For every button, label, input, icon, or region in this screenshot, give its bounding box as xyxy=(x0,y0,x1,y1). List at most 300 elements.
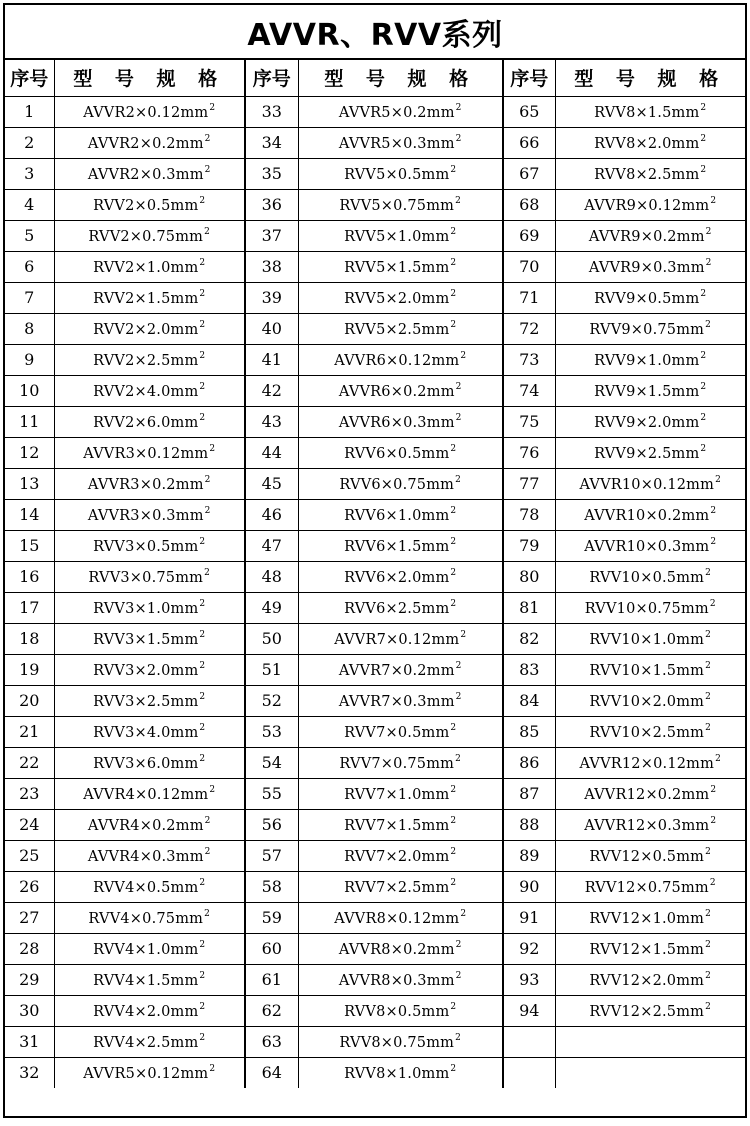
item-number: 89 xyxy=(503,840,555,871)
item-spec xyxy=(298,995,503,1026)
item-spec xyxy=(298,840,503,871)
unit-exponent: 2 xyxy=(209,443,216,454)
spec-text: RVV9×1.0 xyxy=(594,352,672,369)
unit-label: mm xyxy=(671,104,700,121)
table-row xyxy=(5,158,745,189)
unit-exponent: 2 xyxy=(455,474,462,485)
empty-cell xyxy=(503,1026,555,1057)
item-spec xyxy=(54,592,245,623)
item-number: 87 xyxy=(503,778,555,809)
unit-exponent: 2 xyxy=(209,1063,216,1074)
table-row xyxy=(5,127,745,158)
spec-text: RVV6×0.75 xyxy=(339,476,427,493)
item-number: 85 xyxy=(503,716,555,747)
spec-text: RVV7×0.75 xyxy=(339,755,427,772)
unit-exponent: 2 xyxy=(705,567,712,578)
item-spec xyxy=(555,685,745,716)
unit-label: mm xyxy=(426,197,455,214)
table-row xyxy=(5,189,745,220)
item-number: 90 xyxy=(503,871,555,902)
unit-label: mm xyxy=(421,786,450,803)
unit-label: mm xyxy=(170,290,199,307)
item-number: 23 xyxy=(5,778,54,809)
item-number: 29 xyxy=(5,964,54,995)
item-number: 26 xyxy=(5,871,54,902)
table-row xyxy=(5,995,745,1026)
unit-label: mm xyxy=(676,848,705,865)
item-spec xyxy=(555,871,745,902)
item-spec xyxy=(298,96,503,127)
item-number: 80 xyxy=(503,561,555,592)
item-number: 82 xyxy=(503,623,555,654)
item-number: 55 xyxy=(245,778,298,809)
unit-label: mm xyxy=(170,538,199,555)
spec-text: RVV9×0.5 xyxy=(594,290,672,307)
unit-label: mm xyxy=(426,662,455,679)
item-number: 46 xyxy=(245,499,298,530)
spec-text: AVVR9×0.2 xyxy=(588,228,677,245)
unit-exponent: 2 xyxy=(204,567,211,578)
unit-label: mm xyxy=(421,848,450,865)
item-number: 19 xyxy=(5,654,54,685)
unit-exponent: 2 xyxy=(450,722,457,733)
item-number: 13 xyxy=(5,468,54,499)
spec-text: RVV3×0.75 xyxy=(88,569,176,586)
item-number: 44 xyxy=(245,437,298,468)
header-spec: 型 号 规 格 xyxy=(298,60,503,96)
unit-exponent: 2 xyxy=(705,226,712,237)
item-spec xyxy=(54,809,245,840)
unit-label: mm xyxy=(170,941,199,958)
unit-label: mm xyxy=(676,972,705,989)
table-row xyxy=(5,933,745,964)
item-number: 51 xyxy=(245,654,298,685)
spec-text: RVV7×1.5 xyxy=(344,817,422,834)
item-number: 86 xyxy=(503,747,555,778)
unit-exponent: 2 xyxy=(199,939,206,950)
item-number: 4 xyxy=(5,189,54,220)
unit-label: mm xyxy=(170,259,199,276)
item-spec xyxy=(555,964,745,995)
spec-text: AVVR12×0.12 xyxy=(579,755,687,772)
unit-exponent: 2 xyxy=(455,195,462,206)
item-number: 18 xyxy=(5,623,54,654)
spec-text: RVV9×2.0 xyxy=(594,414,672,431)
unit-exponent: 2 xyxy=(710,784,717,795)
unit-label: mm xyxy=(170,321,199,338)
spec-text: RVV4×0.5 xyxy=(93,879,171,896)
item-spec xyxy=(555,716,745,747)
spec-text: AVVR6×0.3 xyxy=(338,414,427,431)
spec-text: RVV5×2.0 xyxy=(344,290,422,307)
spec-text: RVV4×0.75 xyxy=(88,910,176,927)
unit-label: mm xyxy=(175,476,204,493)
unit-label: mm xyxy=(421,879,450,896)
table-row xyxy=(5,840,745,871)
table-row xyxy=(5,530,745,561)
spec-text: RVV6×0.5 xyxy=(344,445,422,462)
spec-text: RVV5×0.5 xyxy=(344,166,422,183)
unit-exponent: 2 xyxy=(204,908,211,919)
item-number: 2 xyxy=(5,127,54,158)
item-number: 43 xyxy=(245,406,298,437)
item-number: 37 xyxy=(245,220,298,251)
unit-label: mm xyxy=(676,724,705,741)
item-number: 41 xyxy=(245,344,298,375)
item-spec xyxy=(54,530,245,561)
unit-exponent: 2 xyxy=(199,629,206,640)
spec-text: RVV4×1.5 xyxy=(93,972,171,989)
unit-label: mm xyxy=(671,383,700,400)
spec-text: RVV3×4.0 xyxy=(93,724,171,741)
item-spec xyxy=(298,716,503,747)
unit-label: mm xyxy=(676,941,705,958)
item-number: 45 xyxy=(245,468,298,499)
item-spec xyxy=(298,747,503,778)
item-spec xyxy=(54,127,245,158)
item-number: 66 xyxy=(503,127,555,158)
table-row xyxy=(5,654,745,685)
item-number: 11 xyxy=(5,406,54,437)
unit-exponent: 2 xyxy=(199,753,206,764)
item-spec xyxy=(555,561,745,592)
item-number: 8 xyxy=(5,313,54,344)
spec-text: RVV5×2.5 xyxy=(344,321,422,338)
item-spec xyxy=(298,592,503,623)
spec-text: AVVR3×0.2 xyxy=(87,476,176,493)
spec-text: AVVR2×0.2 xyxy=(87,135,176,152)
spec-text: RVV8×0.75 xyxy=(339,1034,427,1051)
item-spec xyxy=(298,654,503,685)
table-row xyxy=(5,344,745,375)
item-number: 61 xyxy=(245,964,298,995)
unit-exponent: 2 xyxy=(700,381,707,392)
unit-exponent: 2 xyxy=(705,939,712,950)
spec-table xyxy=(5,60,745,1088)
unit-label: mm xyxy=(421,445,450,462)
spec-text: AVVR5×0.12 xyxy=(83,1065,181,1082)
unit-exponent: 2 xyxy=(455,102,462,113)
spec-text: RVV2×2.0 xyxy=(93,321,171,338)
unit-exponent: 2 xyxy=(460,350,467,361)
spec-text: AVVR12×0.3 xyxy=(584,817,682,834)
spec-text: RVV3×1.5 xyxy=(93,631,171,648)
item-spec xyxy=(555,282,745,313)
spec-text: AVVR8×0.12 xyxy=(334,910,432,927)
unit-label: mm xyxy=(681,197,710,214)
table-row xyxy=(5,406,745,437)
item-spec xyxy=(555,437,745,468)
spec-text: RVV3×2.5 xyxy=(93,693,171,710)
unit-exponent: 2 xyxy=(450,226,457,237)
spec-text: RVV12×2.5 xyxy=(589,1003,677,1020)
unit-label: mm xyxy=(170,972,199,989)
item-number: 5 xyxy=(5,220,54,251)
item-number: 64 xyxy=(245,1057,298,1088)
item-number: 10 xyxy=(5,375,54,406)
table-row xyxy=(5,96,745,127)
unit-exponent: 2 xyxy=(705,1001,712,1012)
table-body xyxy=(5,96,745,1088)
item-spec xyxy=(54,158,245,189)
item-spec xyxy=(54,933,245,964)
spec-text: RVV10×1.5 xyxy=(589,662,677,679)
unit-label: mm xyxy=(175,228,204,245)
spec-text: AVVR10×0.12 xyxy=(579,476,687,493)
spec-text: AVVR10×0.2 xyxy=(584,507,682,524)
item-spec xyxy=(298,313,503,344)
table-row xyxy=(5,716,745,747)
table-row xyxy=(5,499,745,530)
item-spec xyxy=(298,189,503,220)
unit-exponent: 2 xyxy=(705,970,712,981)
unit-exponent: 2 xyxy=(700,288,707,299)
unit-exponent: 2 xyxy=(450,815,457,826)
table-row xyxy=(5,809,745,840)
spec-text: RVV6×1.0 xyxy=(344,507,422,524)
unit-label: mm xyxy=(170,693,199,710)
spec-text: RVV3×0.5 xyxy=(93,538,171,555)
unit-label: mm xyxy=(676,228,705,245)
item-spec xyxy=(555,375,745,406)
unit-exponent: 2 xyxy=(450,257,457,268)
item-number: 77 xyxy=(503,468,555,499)
table-row xyxy=(5,623,745,654)
item-number: 81 xyxy=(503,592,555,623)
spec-text: RVV3×6.0 xyxy=(93,755,171,772)
unit-label: mm xyxy=(170,197,199,214)
unit-exponent: 2 xyxy=(199,970,206,981)
table-row xyxy=(5,1057,745,1088)
spec-text: RVV7×2.0 xyxy=(344,848,422,865)
spec-text: RVV12×0.5 xyxy=(589,848,677,865)
item-spec xyxy=(54,995,245,1026)
spec-text: RVV2×4.0 xyxy=(93,383,171,400)
header-row xyxy=(5,60,745,96)
item-spec xyxy=(54,747,245,778)
unit-label: mm xyxy=(421,259,450,276)
item-number: 73 xyxy=(503,344,555,375)
table-row xyxy=(5,282,745,313)
spec-text: RVV6×2.0 xyxy=(344,569,422,586)
unit-label: mm xyxy=(180,1065,209,1082)
item-spec xyxy=(555,654,745,685)
unit-exponent: 2 xyxy=(450,536,457,547)
unit-label: mm xyxy=(175,166,204,183)
spec-text: AVVR3×0.3 xyxy=(87,507,176,524)
unit-exponent: 2 xyxy=(199,381,206,392)
unit-label: mm xyxy=(671,290,700,307)
header-no: 序号 xyxy=(503,60,555,96)
table-row xyxy=(5,375,745,406)
unit-label: mm xyxy=(686,755,715,772)
item-spec xyxy=(298,158,503,189)
unit-exponent: 2 xyxy=(715,474,722,485)
unit-exponent: 2 xyxy=(450,877,457,888)
unit-label: mm xyxy=(426,755,455,772)
item-number: 22 xyxy=(5,747,54,778)
item-number: 75 xyxy=(503,406,555,437)
item-spec xyxy=(555,995,745,1026)
unit-label: mm xyxy=(681,538,710,555)
item-number: 49 xyxy=(245,592,298,623)
unit-exponent: 2 xyxy=(204,164,211,175)
unit-label: mm xyxy=(421,1065,450,1082)
item-spec xyxy=(555,499,745,530)
spec-text: RVV10×2.0 xyxy=(589,693,677,710)
item-number: 69 xyxy=(503,220,555,251)
unit-exponent: 2 xyxy=(705,722,712,733)
item-spec xyxy=(555,158,745,189)
unit-exponent: 2 xyxy=(450,1001,457,1012)
item-number: 40 xyxy=(245,313,298,344)
item-spec xyxy=(298,623,503,654)
spec-text: RVV2×1.0 xyxy=(93,259,171,276)
unit-label: mm xyxy=(170,1034,199,1051)
item-spec xyxy=(54,902,245,933)
unit-exponent: 2 xyxy=(455,412,462,423)
item-number: 36 xyxy=(245,189,298,220)
unit-label: mm xyxy=(421,166,450,183)
item-number: 57 xyxy=(245,840,298,871)
spec-text: RVV10×2.5 xyxy=(589,724,677,741)
spec-text: AVVR10×0.3 xyxy=(584,538,682,555)
unit-label: mm xyxy=(676,693,705,710)
spec-text: RVV7×0.5 xyxy=(344,724,422,741)
item-spec xyxy=(54,96,245,127)
unit-exponent: 2 xyxy=(700,133,707,144)
spec-text: RVV5×1.5 xyxy=(344,259,422,276)
spec-text: RVV12×1.0 xyxy=(589,910,677,927)
item-spec xyxy=(54,220,245,251)
unit-exponent: 2 xyxy=(450,319,457,330)
item-number: 79 xyxy=(503,530,555,561)
unit-label: mm xyxy=(170,383,199,400)
unit-exponent: 2 xyxy=(705,691,712,702)
unit-label: mm xyxy=(421,290,450,307)
empty-cell xyxy=(503,1057,555,1088)
spec-text: RVV12×1.5 xyxy=(589,941,677,958)
spec-text: RVV7×1.0 xyxy=(344,786,422,803)
unit-exponent: 2 xyxy=(460,629,467,640)
unit-exponent: 2 xyxy=(450,567,457,578)
item-spec xyxy=(555,313,745,344)
unit-exponent: 2 xyxy=(199,350,206,361)
item-spec xyxy=(555,468,745,499)
spec-text: AVVR4×0.12 xyxy=(83,786,181,803)
unit-exponent: 2 xyxy=(199,536,206,547)
unit-exponent: 2 xyxy=(204,846,211,857)
header-no: 序号 xyxy=(245,60,298,96)
unit-label: mm xyxy=(426,414,455,431)
item-spec xyxy=(298,437,503,468)
unit-exponent: 2 xyxy=(204,226,211,237)
unit-exponent: 2 xyxy=(199,257,206,268)
unit-label: mm xyxy=(681,507,710,524)
item-spec xyxy=(298,251,503,282)
unit-exponent: 2 xyxy=(199,288,206,299)
item-number: 94 xyxy=(503,995,555,1026)
unit-exponent: 2 xyxy=(455,939,462,950)
table-row xyxy=(5,778,745,809)
unit-label: mm xyxy=(180,786,209,803)
unit-label: mm xyxy=(421,507,450,524)
item-spec xyxy=(298,809,503,840)
unit-exponent: 2 xyxy=(209,102,216,113)
unit-label: mm xyxy=(676,1003,705,1020)
empty-cell xyxy=(555,1026,745,1057)
unit-label: mm xyxy=(676,662,705,679)
spec-text: RVV9×0.75 xyxy=(589,321,677,338)
unit-label: mm xyxy=(175,135,204,152)
table-row xyxy=(5,561,745,592)
spec-text: AVVR12×0.2 xyxy=(584,786,682,803)
item-spec xyxy=(54,778,245,809)
unit-label: mm xyxy=(426,1034,455,1051)
item-number: 14 xyxy=(5,499,54,530)
spec-text: RVV2×6.0 xyxy=(93,414,171,431)
unit-label: mm xyxy=(671,135,700,152)
unit-label: mm xyxy=(421,1003,450,1020)
unit-label: mm xyxy=(676,569,705,586)
item-spec xyxy=(54,964,245,995)
item-number: 47 xyxy=(245,530,298,561)
unit-label: mm xyxy=(170,879,199,896)
spec-text: RVV2×2.5 xyxy=(93,352,171,369)
unit-label: mm xyxy=(426,135,455,152)
unit-label: mm xyxy=(421,817,450,834)
spec-text: RVV8×1.5 xyxy=(594,104,672,121)
item-number: 16 xyxy=(5,561,54,592)
unit-exponent: 2 xyxy=(199,691,206,702)
table-row xyxy=(5,685,745,716)
item-spec xyxy=(54,1026,245,1057)
table-row xyxy=(5,251,745,282)
spec-sheet xyxy=(3,3,747,1118)
spec-text: RVV6×1.5 xyxy=(344,538,422,555)
unit-exponent: 2 xyxy=(700,412,707,423)
item-number: 21 xyxy=(5,716,54,747)
unit-label: mm xyxy=(175,848,204,865)
item-spec xyxy=(54,840,245,871)
item-number: 50 xyxy=(245,623,298,654)
unit-exponent: 2 xyxy=(705,319,712,330)
unit-exponent: 2 xyxy=(199,660,206,671)
item-spec xyxy=(298,468,503,499)
spec-text: RVV12×0.75 xyxy=(584,879,681,896)
spec-text: AVVR8×0.2 xyxy=(338,941,427,958)
unit-exponent: 2 xyxy=(450,288,457,299)
item-spec xyxy=(555,747,745,778)
unit-exponent: 2 xyxy=(705,629,712,640)
item-number: 60 xyxy=(245,933,298,964)
item-spec xyxy=(555,933,745,964)
table-row xyxy=(5,592,745,623)
item-number: 6 xyxy=(5,251,54,282)
spec-text: RVV5×1.0 xyxy=(344,228,422,245)
item-spec xyxy=(54,1057,245,1088)
item-spec xyxy=(298,220,503,251)
spec-text: RVV4×2.5 xyxy=(93,1034,171,1051)
unit-label: mm xyxy=(676,259,705,276)
unit-label: mm xyxy=(431,352,460,369)
spec-text: RVV2×1.5 xyxy=(93,290,171,307)
unit-label: mm xyxy=(170,352,199,369)
unit-label: mm xyxy=(426,104,455,121)
unit-exponent: 2 xyxy=(204,815,211,826)
unit-label: mm xyxy=(421,724,450,741)
item-spec xyxy=(54,251,245,282)
